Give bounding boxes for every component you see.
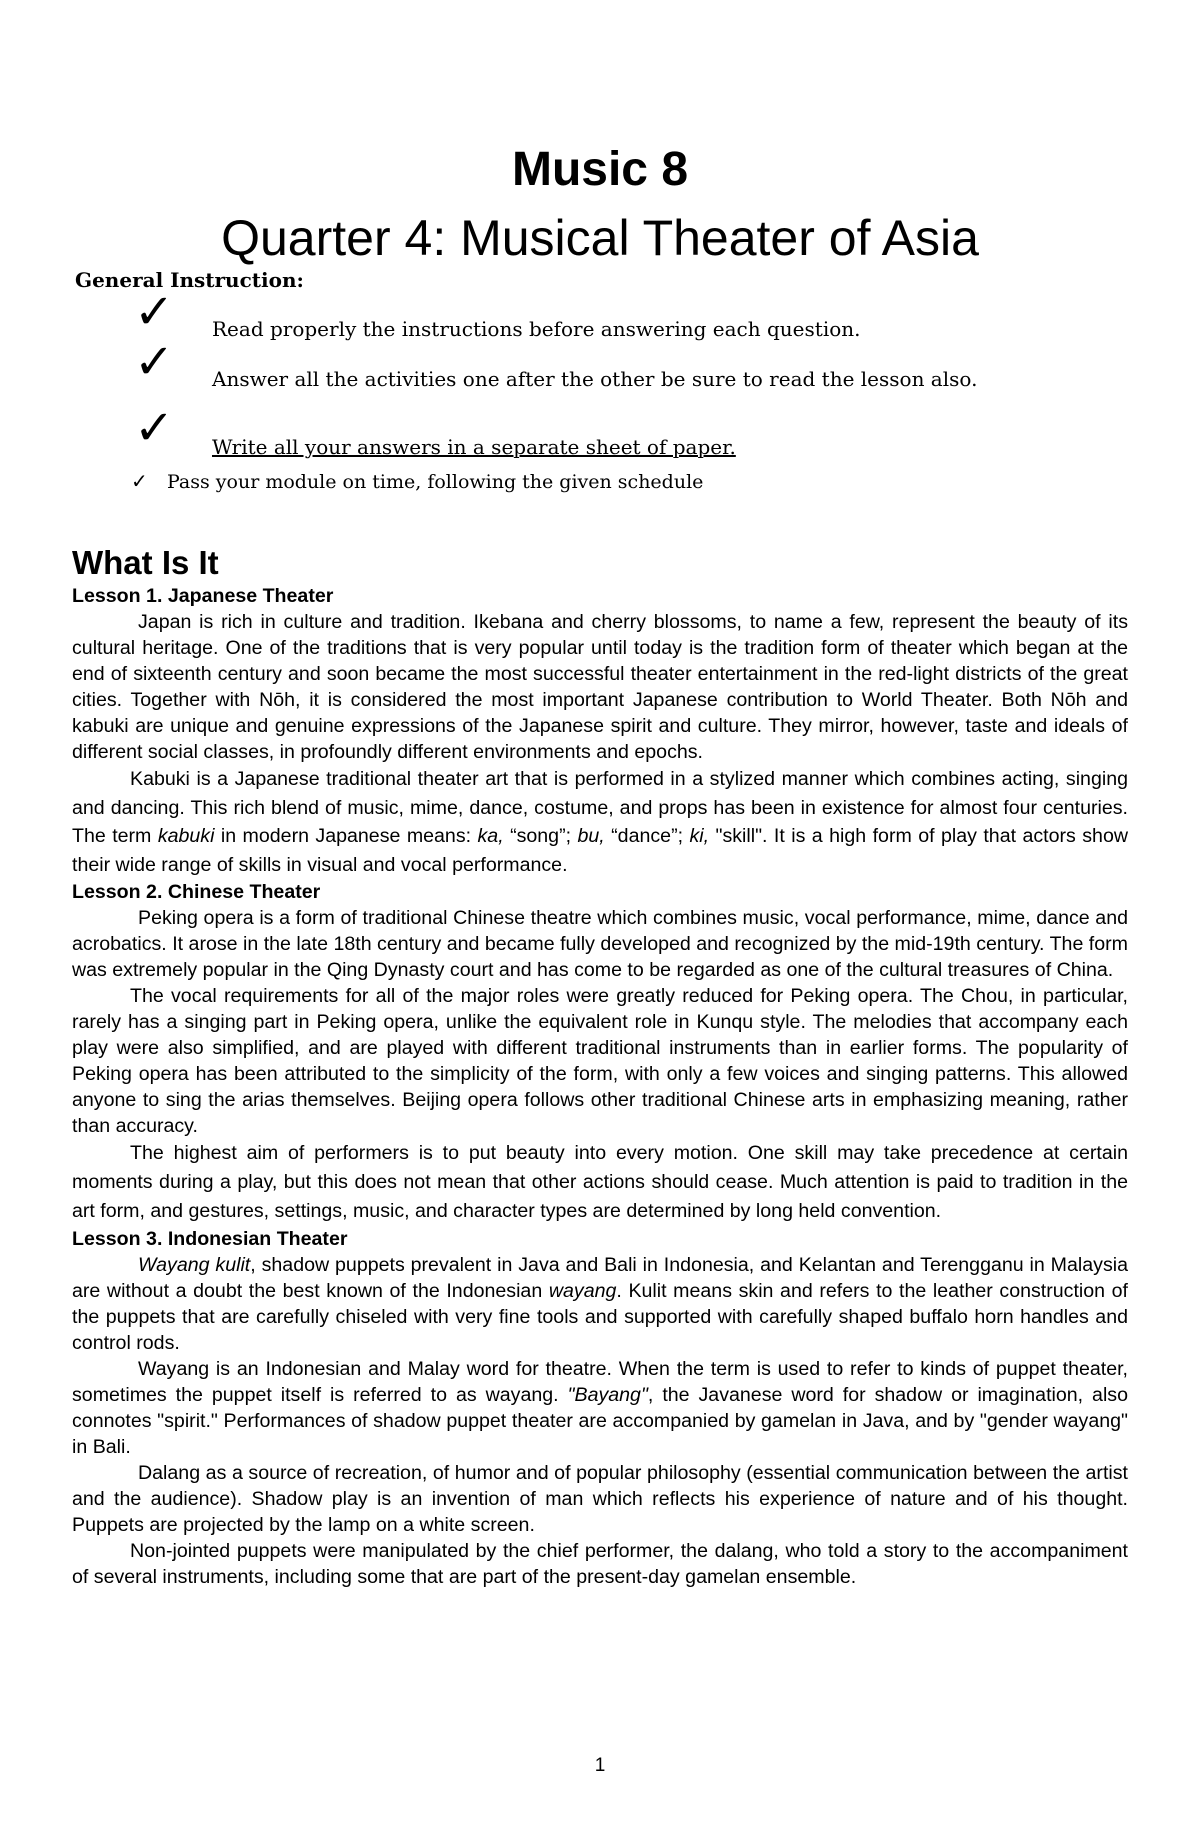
paragraph: Peking opera is a form of traditional Chinese theatre which combines music, vocal performance, mime, dance and acrobatics. It arose in the late 18th century and became fully developed and recognized by the mid-19th century. The form was extremely popular in the Qing Dynasty court and has come to be regarded as one of the cultural treasures of China. xyxy=(72,907,1128,981)
italic-term: "Bayang" xyxy=(567,1384,648,1406)
general-instruction-heading: General Instruction: xyxy=(75,268,304,292)
italic-term: Wayang kulit xyxy=(138,1254,251,1276)
page-number: 1 xyxy=(594,1755,606,1776)
lesson-content xyxy=(72,583,1128,1590)
instruction-text: Read properly the instructions before answering each question. xyxy=(212,317,861,341)
paragraph: Japan is rich in culture and tradition. Ikebana and cherry blossoms, to name a few, represent the beauty of its cultural heritage. One of the traditions that is very popular until today is the tradition form of theater which began at the end of sixteenth century and soon became the most successful theater entertainment in the red-light districts of the great cities. Together with Nōh, it is considered the most important Japanese contribution to World Theater. Both Nōh and kabuki are unique and genuine expressions of the Japanese spirit and culture. They mirror, however, taste and ideals of different social classes, in profoundly different environments and epochs. xyxy=(72,611,1128,763)
lesson-title: Lesson 3. Indonesian Theater xyxy=(72,1228,348,1250)
instruction-text: Pass your module on time, following the given schedule xyxy=(167,471,704,493)
lesson-title: Lesson 1. Japanese Theater xyxy=(72,585,334,607)
checkmark-icon: ✓ xyxy=(134,284,175,340)
section-heading: What Is It xyxy=(72,544,219,581)
italic-term: bu, xyxy=(577,825,605,847)
italic-term: ka, xyxy=(477,825,504,847)
italic-term: kabuki xyxy=(157,825,215,847)
instruction-text: Write all your answers in a separate sheet of paper. xyxy=(212,435,736,459)
paragraph: Dalang as a source of recreation, of humor and of popular philosophy (essential communication between the artist and the audience). Shadow play is an invention of man which reflects his experience of nature and of his thought. Puppets are projected by the lamp on a white screen. xyxy=(72,1462,1128,1536)
instruction-text: Answer all the activities one after the other be sure to read the lesson also. xyxy=(212,367,978,391)
lesson-title: Lesson 2. Chinese Theater xyxy=(72,881,321,903)
checkmark-icon: ✓ xyxy=(134,334,175,390)
paragraph: Non-jointed puppets were manipulated by the chief performer, the dalang, who told a story to the accompaniment of several instruments, including some that are part of the present-day gamelan ensemble. xyxy=(72,1540,1128,1588)
paragraph: Kabuki is a Japanese traditional theater art that is performed in a stylized manner which combines acting, singing and dancing. This rich blend of music, mime, dance, costume, and props has been in existence for almost four centuries. The term kabuki in modern Japanese means: ka, “song”; bu, “dance”; ki, "skill". It is a high form of play that actors show their wide range of skills in visual and vocal performance. xyxy=(72,768,1128,876)
instruction-item-2 xyxy=(0,334,1200,391)
paragraph: The highest aim of performers is to put beauty into every motion. One skill may take precedence at certain moments during a play, but this does not mean that other actions should cease. Much attention is paid to tradition in the art form, and gestures, settings, music, and character types are determined by long held convention. xyxy=(72,1142,1128,1222)
checkmark-icon: ✓ xyxy=(131,469,148,493)
page-title: Music 8 xyxy=(511,143,689,196)
instruction-item-4 xyxy=(0,469,1200,493)
italic-term: ki, xyxy=(689,825,710,847)
paragraph: The vocal requirements for all of the major roles were greatly reduced for Peking opera. The Chou, in particular, rarely has a singing part in Peking opera, unlike the equivalent role in Kunqu style. The melodies that accompany each play were also simplified, and are played with different traditional instruments than in earlier forms. The popularity of Peking opera has been attributed to the simplicity of the form, with only a few voices and singing patterns. This allowed anyone to sing the arias themselves. Beijing opera follows other traditional Chinese arts in emphasizing meaning, rather than accuracy. xyxy=(72,985,1128,1137)
paragraph: Wayang kulit, shadow puppets prevalent in Java and Bali in Indonesia, and Kelantan and Terengganu in Malaysia are without a doubt the best known of the Indonesian wayang. Kulit means skin and refers to the leather construction of the puppets that are carefully chiseled with very fine tools and supported with carefully shaped buffalo horn handles and control rods. xyxy=(72,1254,1128,1354)
checkmark-icon: ✓ xyxy=(134,400,175,456)
instruction-item-1 xyxy=(0,284,1200,341)
italic-term: wayang xyxy=(548,1280,617,1302)
instruction-item-3 xyxy=(0,400,1200,459)
page-subtitle: Quarter 4: Musical Theater of Asia xyxy=(221,210,979,266)
paragraph: Wayang is an Indonesian and Malay word for theatre. When the term is used to refer to kinds of puppet theater, sometimes the puppet itself is referred to as wayang. "Bayang", the Javanese word for shadow or imagination, also connotes "spirit." Performances of shadow puppet theater are accompanied by gamelan in Java, and by "gender wayang" in Bali. xyxy=(72,1358,1128,1458)
